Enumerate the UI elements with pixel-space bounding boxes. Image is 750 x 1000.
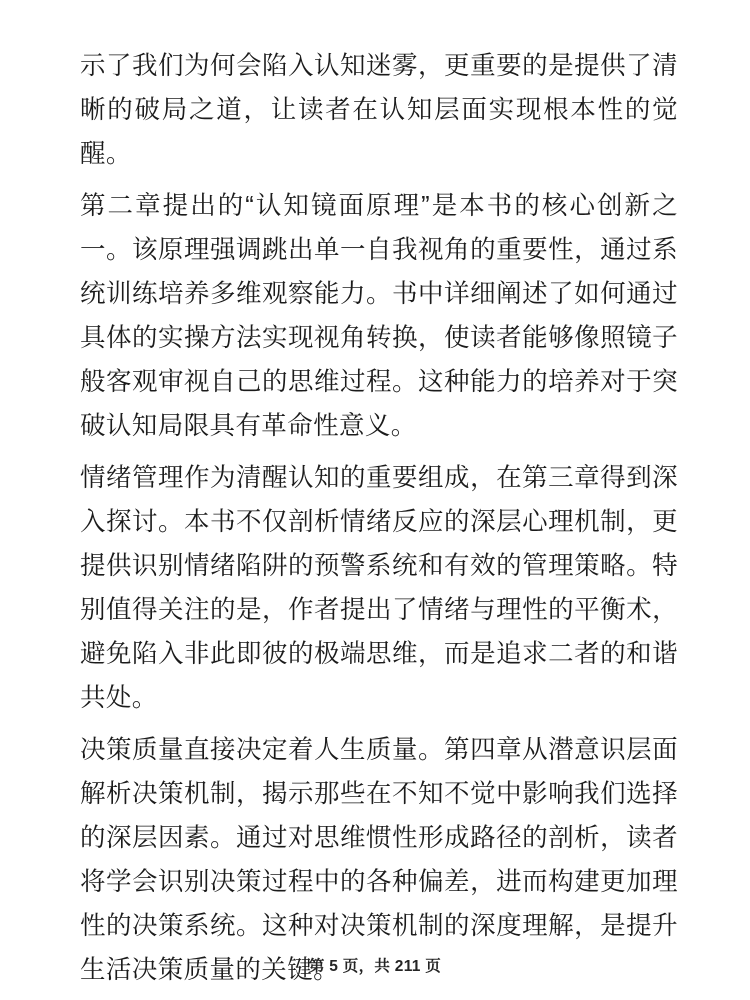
- paragraph: 示了我们为何会陷入认知迷雾，更重要的是提供了清晰的破局之道，让读者在认知层面实现根本性的觉醒。: [80, 52, 678, 168]
- paragraph: 情绪管理作为清醒认知的重要组成，在第三章得到深入探讨。本书不仅剖析情绪反应的深层心理机制，更提供识别情绪陷阱的预警系统和有效的管理策略。特别值得关注的是，作者提出了情绪与理性的平衡术，避免陷入非此即彼的极端思维，而是追求二者的和谐共处。: [80, 464, 678, 712]
- paragraph: 第二章提出的“认知镜面原理”是本书的核心创新之一。该原理强调跳出单一自我视角的重要性，通过系统训练培养多维观察能力。书中详细阐述了如何通过具体的实操方法实现视角转换，使读者能够像照镜子般客观审视自己的思维过程。这种能力的培养对于突破认知局限具有革命性意义。: [80, 192, 678, 440]
- page-number-label: 第 5 页，共 211 页: [308, 958, 442, 975]
- document-body: [80, 44, 678, 1000]
- page-footer: [0, 954, 750, 976]
- paragraph: 决策质量直接决定着人生质量。第四章从潜意识层面解析决策机制，揭示那些在不知不觉中影响我们选择的深层因素。通过对思维惯性形成路径的剖析，读者将学会识别决策过程中的各种偏差，进而构建更加理性的决策系统。这种对决策机制的深度理解，是提升生活决策质量的关键。: [80, 736, 678, 984]
